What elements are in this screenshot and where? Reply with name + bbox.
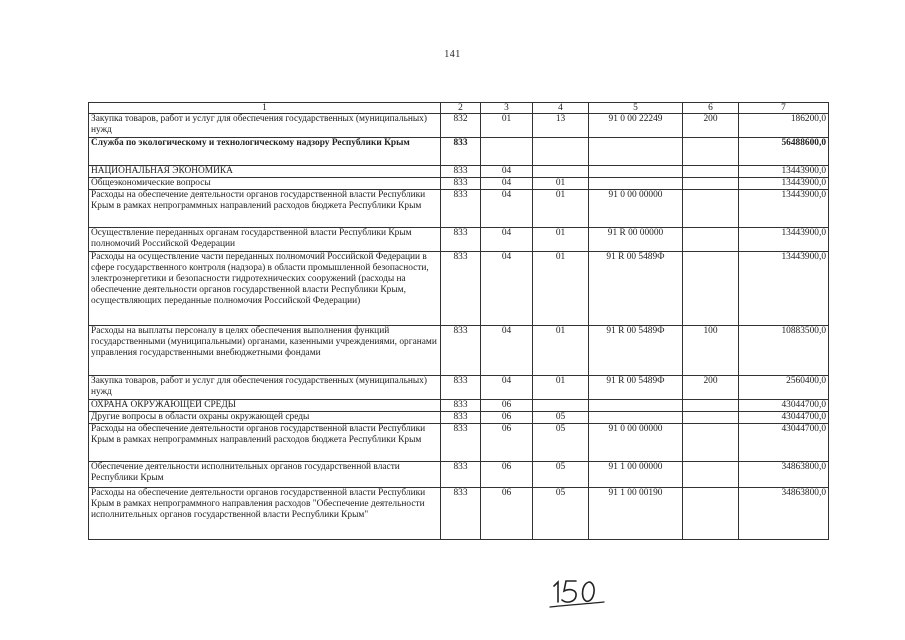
row-section: 04	[481, 178, 533, 190]
row-section: 06	[481, 462, 533, 488]
row-name: Обеспечение деятельности исполнительных органов государственной власти Республики Крым	[89, 462, 441, 488]
row-subsection	[533, 166, 589, 178]
row-subsection	[533, 400, 589, 412]
row-name: Расходы на выплаты персоналу в целях обеспечения выполнения функций государственными (муниципальными) органами, казенными учреждениями, органами управления государственными внебюджетными фондами	[89, 326, 441, 376]
row-name: Служба по экологическому и технологическому надзору Республики Крым	[89, 138, 441, 166]
table-row	[89, 462, 829, 488]
row-name: НАЦИОНАЛЬНАЯ ЭКОНОМИКА	[89, 166, 441, 178]
handwritten-page-number	[546, 572, 616, 612]
row-amount: 43044700,0	[739, 412, 829, 424]
header-cell-7: 7	[739, 103, 829, 114]
row-expense-type	[683, 400, 739, 412]
row-expense-type: 100	[683, 326, 739, 376]
row-code: 833	[441, 166, 481, 178]
header-cell-1: 1	[89, 103, 441, 114]
row-target-article	[589, 412, 683, 424]
row-expense-type	[683, 190, 739, 228]
row-code: 833	[441, 252, 481, 326]
row-section: 06	[481, 400, 533, 412]
row-name: Другие вопросы в области охраны окружающей среды	[89, 412, 441, 424]
row-target-article	[589, 138, 683, 166]
row-name: Осуществление переданных органам государственной власти Республики Крым полномочий Российской Федерации	[89, 228, 441, 252]
row-subsection: 01	[533, 178, 589, 190]
row-target-article: 91 R 00 5489Ф	[589, 252, 683, 326]
header-cell-3: 3	[481, 103, 533, 114]
row-expense-type	[683, 424, 739, 462]
row-code: 833	[441, 178, 481, 190]
row-target-article	[589, 166, 683, 178]
row-subsection: 01	[533, 190, 589, 228]
row-expense-type	[683, 462, 739, 488]
header-cell-6: 6	[683, 103, 739, 114]
row-expense-type	[683, 252, 739, 326]
row-amount: 43044700,0	[739, 424, 829, 462]
row-section: 04	[481, 252, 533, 326]
row-expense-type	[683, 138, 739, 166]
row-expense-type	[683, 178, 739, 190]
row-subsection: 01	[533, 228, 589, 252]
row-subsection: 01	[533, 326, 589, 376]
row-section: 06	[481, 412, 533, 424]
row-code: 833	[441, 190, 481, 228]
table-row	[89, 228, 829, 252]
row-section: 04	[481, 228, 533, 252]
table-row	[89, 412, 829, 424]
row-expense-type: 200	[683, 376, 739, 400]
header-cell-5: 5	[589, 103, 683, 114]
row-amount: 34863800,0	[739, 462, 829, 488]
row-code: 833	[441, 138, 481, 166]
header-cell-2: 2	[441, 103, 481, 114]
row-target-article: 91 R 00 5489Ф	[589, 326, 683, 376]
row-name: Закупка товаров, работ и услуг для обеспечения государственных (муниципальных) нужд	[89, 376, 441, 400]
row-code: 833	[441, 326, 481, 376]
row-target-article: 91 1 00 00190	[589, 488, 683, 540]
row-amount: 56488600,0	[739, 138, 829, 166]
header-cell-4: 4	[533, 103, 589, 114]
row-expense-type	[683, 166, 739, 178]
row-subsection: 05	[533, 424, 589, 462]
row-target-article: 91 R 00 00000	[589, 228, 683, 252]
row-name: Расходы на осуществление части переданных полномочий Российской Федерации в сфере государственного контроля (надзора) в области промышленной безопасности, электроэнергетики и безопасности гидротехнических сооружений (расходы на обеспечение деятельности органов государственной власти Республики Крым, осуществляющих переданные полномочия Российской Федерации)	[89, 252, 441, 326]
table-row	[89, 138, 829, 166]
row-expense-type: 200	[683, 114, 739, 138]
row-target-article	[589, 400, 683, 412]
row-amount: 2560400,0	[739, 376, 829, 400]
row-expense-type	[683, 488, 739, 540]
row-target-article: 91 0 00 00000	[589, 424, 683, 462]
table-row	[89, 326, 829, 376]
row-amount: 186200,0	[739, 114, 829, 138]
table-row	[89, 424, 829, 462]
row-subsection: 05	[533, 412, 589, 424]
row-section: 04	[481, 166, 533, 178]
row-section: 04	[481, 326, 533, 376]
page-number: 141	[444, 49, 461, 60]
row-code: 833	[441, 488, 481, 540]
table-row	[89, 190, 829, 228]
row-code: 832	[441, 114, 481, 138]
row-target-article	[589, 178, 683, 190]
row-section: 06	[481, 488, 533, 540]
row-amount: 13443900,0	[739, 252, 829, 326]
table-body	[89, 114, 829, 540]
header-row	[89, 103, 829, 114]
row-section	[481, 138, 533, 166]
table-row	[89, 252, 829, 326]
row-section: 06	[481, 424, 533, 462]
row-name: Расходы на обеспечение деятельности органов государственной власти Республики Крым в рамках непрограммных направлений расходов бюджета Республики Крым	[89, 190, 441, 228]
row-code: 833	[441, 376, 481, 400]
row-amount: 34863800,0	[739, 488, 829, 540]
row-code: 833	[441, 424, 481, 462]
budget-table	[88, 102, 829, 540]
row-amount: 13443900,0	[739, 178, 829, 190]
row-subsection: 05	[533, 462, 589, 488]
table-row	[89, 114, 829, 138]
table-row	[89, 400, 829, 412]
row-name: Закупка товаров, работ и услуг для обеспечения государственных (муниципальных) нужд	[89, 114, 441, 138]
row-code: 833	[441, 228, 481, 252]
row-amount: 13443900,0	[739, 166, 829, 178]
row-section: 01	[481, 114, 533, 138]
row-name: Расходы на обеспечение деятельности органов государственной власти Республики Крым в рамках непрограммных направлений расходов бюджета Республики Крым	[89, 424, 441, 462]
table-row	[89, 488, 829, 540]
row-section: 04	[481, 190, 533, 228]
row-code: 833	[441, 462, 481, 488]
row-amount: 43044700,0	[739, 400, 829, 412]
row-code: 833	[441, 412, 481, 424]
row-amount: 13443900,0	[739, 190, 829, 228]
row-code: 833	[441, 400, 481, 412]
row-expense-type	[683, 412, 739, 424]
row-amount: 13443900,0	[739, 228, 829, 252]
row-target-article: 91 1 00 00000	[589, 462, 683, 488]
row-expense-type	[683, 228, 739, 252]
row-subsection: 05	[533, 488, 589, 540]
row-name: Расходы на обеспечение деятельности органов государственной власти Республики Крым в рамках непрограммного направления расходов "Обеспечение деятельности исполнительных органов государственной власти Республики Крым"	[89, 488, 441, 540]
row-subsection	[533, 138, 589, 166]
row-subsection: 01	[533, 252, 589, 326]
table-row	[89, 376, 829, 400]
row-subsection: 01	[533, 376, 589, 400]
row-target-article: 91 0 00 00000	[589, 190, 683, 228]
row-target-article: 91 0 00 22249	[589, 114, 683, 138]
row-amount: 10883500,0	[739, 326, 829, 376]
table-row	[89, 166, 829, 178]
row-section: 04	[481, 376, 533, 400]
row-name: Общеэкономические вопросы	[89, 178, 441, 190]
table-row	[89, 178, 829, 190]
row-name: ОХРАНА ОКРУЖАЮЩЕЙ СРЕДЫ	[89, 400, 441, 412]
row-subsection: 13	[533, 114, 589, 138]
row-target-article: 91 R 00 5489Ф	[589, 376, 683, 400]
